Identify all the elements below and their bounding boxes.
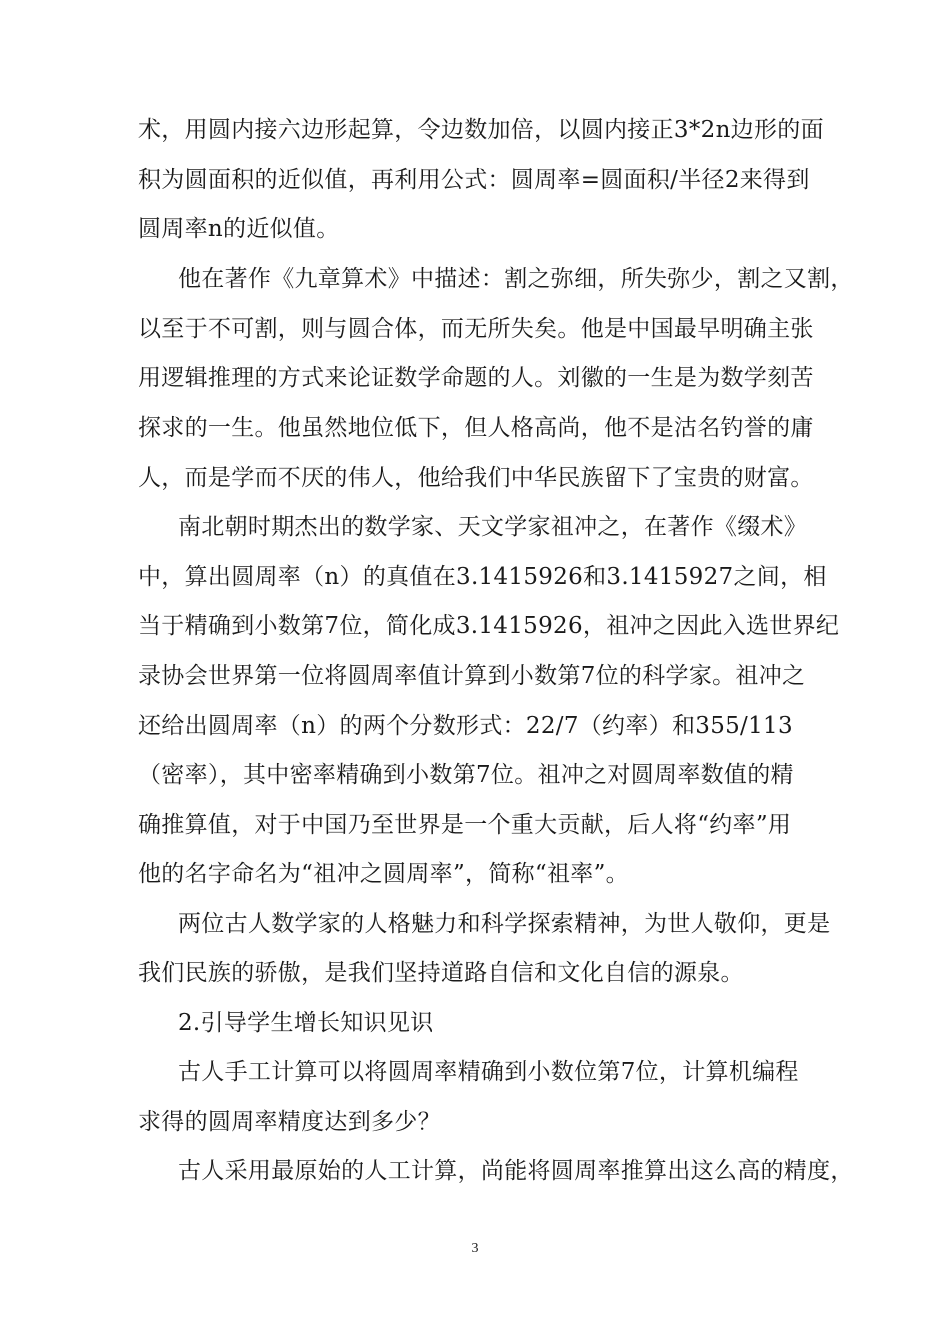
text-line: 用逻辑推理的方式来论证数学命题的人。刘徽的一生是为数学刻苦 (138, 365, 814, 391)
text-line: 探求的一生。他虽然地位低下，但人格高尚，他不是沽名钓誉的庸 (138, 415, 814, 441)
text-line: 圆周率n的近似值。 (138, 216, 340, 242)
text-line: 积为圆面积的近似值，再利用公式：圆周率=圆面积/半径2来得到 (138, 167, 810, 193)
text-line: 求得的圆周率精度达到多少？ (138, 1109, 441, 1135)
text-line: 我们民族的骄傲，是我们坚持道路自信和文化自信的源泉。 (138, 960, 744, 986)
paragraph-start: 古人采用最原始的人工计算，尚能将圆周率推算出这么高的精度， (178, 1158, 854, 1184)
text-line: 中，算出圆周率（n）的真值在3.1415926和3.1415927之间，相 (138, 564, 827, 590)
text-line: 以至于不可割，则与圆合体，而无所失矣。他是中国最早明确主张 (138, 316, 814, 342)
text-line: 他的名字命名为“祖冲之圆周率”，简称“祖率”。 (138, 861, 629, 887)
text-line: 术，用圆内接六边形起算，令边数加倍，以圆内接正3*2n边形的面 (138, 117, 824, 143)
text-line: （密率），其中密率精确到小数第7位。祖冲之对圆周率数值的精 (138, 762, 794, 788)
paragraph-start: 南北朝时期杰出的数学家、天文学家祖冲之，在著作《缀术》 (178, 514, 808, 540)
text-line: 录协会世界第一位将圆周率值计算到小数第7位的科学家。祖冲之 (138, 663, 806, 689)
paragraph-start: 他在著作《九章算术》中描述：割之弥细，所失弥少，割之又割， (178, 266, 854, 292)
paragraph-start: 两位古人数学家的人格魅力和科学探索精神，为世人敬仰，更是 (178, 911, 831, 937)
paragraph-start: 古人手工计算可以将圆周率精确到小数位第7位，计算机编程 (178, 1059, 799, 1085)
text-line: 确推算值，对于中国乃至世界是一个重大贡献，后人将“约率”用 (138, 812, 792, 838)
text-line: 还给出圆周率（n）的两个分数形式：22/7（约率）和355/113 (138, 713, 793, 739)
section-heading: 2.引导学生增长知识见识 (178, 1010, 434, 1036)
text-line: 当于精确到小数第7位，简化成3.1415926，祖冲之因此入选世界纪 (138, 613, 840, 639)
page-number: 3 (471, 1241, 479, 1256)
text-line: 人，而是学而不厌的伟人，他给我们中华民族留下了宝贵的财富。 (138, 465, 814, 491)
